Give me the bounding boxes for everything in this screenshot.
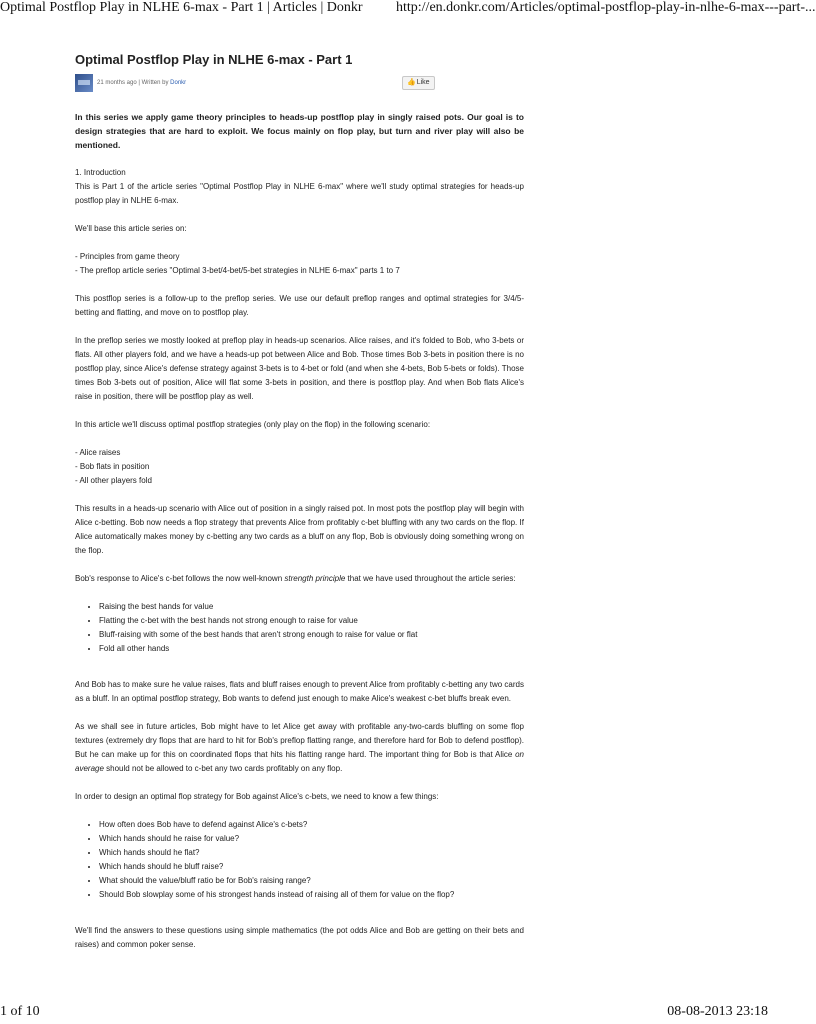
paragraph: This postflop series is a follow-up to the preflop series. We use our default preflop ranges and optimal strategies for 3/4/5-betting and flatting, and move on to postflop play.: [75, 294, 524, 317]
list-item: - Bob flats in position: [75, 462, 150, 471]
print-datetime: 08-08-2013 23:18: [667, 1004, 768, 1019]
strength-principle-list: [75, 600, 524, 656]
print-footer: [0, 1004, 768, 1024]
paragraph: We'll find the answers to these questions using simple mathematics (the pot odds Alice and Bob are getting on their bets and raises) and common poker sense.: [75, 926, 524, 949]
list-item: - All other players fold: [75, 476, 152, 485]
like-label: Like: [416, 79, 430, 86]
list-item: • Should Bob slowplay some of his strongest hands instead of raising all of them for value on the flop?: [99, 888, 524, 902]
list-item: • Which hands should he raise for value?: [99, 832, 524, 846]
paragraph: As we shall see in future articles, Bob might have to let Alice get away with profitable any-two-cards bluffing on some flop textures (extremely dry flops that are hard to hit for Bob's preflop flatting range, and therefore hard for Bob to defend postflop). But he can make up for this on coordinated flops that hits his flatting range hard. The important thing for Bob is that Alice on average should not be allowed to c-bet any two cards profitably on any flop.: [75, 722, 524, 773]
paragraph: We'll base this article series on:: [75, 224, 187, 233]
paragraph: And Bob has to make sure he value raises, flats and bluff raises enough to prevent Alice from profitably c-betting any two cards as a bluff. In an optimal postflop strategy, Bob wants to defend just enough to make Alice's weakest c-bet bluffs break even.: [75, 680, 524, 703]
emphasis: strength principle: [284, 574, 346, 583]
paragraph: Bob's response to Alice's c-bet follows the now well-known strength principle that we have used throughout the article series:: [75, 574, 516, 583]
article-title: Optimal Postflop Play in NLHE 6-max - Part 1: [75, 52, 353, 67]
list-item: • How often does Bob have to defend against Alice's c-bets?: [99, 818, 524, 832]
paragraph: This results in a heads-up scenario with Alice out of position in a singly raised pot. In most pots the postflop play will begin with Alice c-betting. Bob now needs a flop strategy that prevents Alice from profitably c-bet bluffing with any two cards on the flop. If Alice automatically makes money by c-betting any two cards as a bluff on any flop, Bob is obviously doing something wrong on the flop.: [75, 504, 524, 555]
article-intro: In this series we apply game theory principles to heads-up postflop play in singly raised pots. Our goal is to design strategies that are hard to exploit. We focus mainly on flop play, but turn and river play will also be mentioned.: [75, 112, 524, 150]
article-date: 21 months ago | Written by: [97, 80, 171, 86]
list-item: • Raising the best hands for value: [99, 600, 524, 614]
scenario-list: [75, 446, 524, 488]
list-item: • Flatting the c-bet with the best hands not strong enough to raise for value: [99, 614, 524, 628]
list-item: - Alice raises: [75, 448, 121, 457]
article-meta: [75, 74, 525, 92]
list-item: • Fold all other hands: [99, 642, 524, 656]
paragraph: In order to design an optimal flop strategy for Bob against Alice's c-bets, we need to know a few things:: [75, 792, 439, 801]
section-heading: 1. Introduction: [75, 168, 126, 177]
print-header: [0, 0, 816, 20]
list-item: • Which hands should he flat?: [99, 846, 524, 860]
list-item: • Which hands should he bluff raise?: [99, 860, 524, 874]
author-avatar: [75, 74, 93, 92]
list-item: • Bluff-raising with some of the best hands that aren't strong enough to raise for value or flat: [99, 628, 524, 642]
article-body: [75, 110, 524, 966]
emphasis: on average: [75, 750, 524, 773]
page-number: 1 of 10: [0, 1004, 40, 1019]
paragraph: This is Part 1 of the article series "Optimal Postflop Play in NLHE 6-max" where we'll study optimal strategies for heads-up postflop play in NLHE 6-max.: [75, 182, 524, 205]
list-item: - Principles from game theory: [75, 252, 180, 261]
thumbs-up-icon: 👍: [407, 79, 416, 86]
print-header-title: Optimal Postflop Play in NLHE 6-max - Part 1 | Articles | Donkr: [0, 0, 363, 15]
base-list: [75, 250, 524, 278]
print-header-url: http://en.donkr.com/Articles/optimal-postflop-play-in-nlhe-6-max---part-...: [396, 0, 816, 15]
author-link[interactable]: Donkr: [170, 80, 187, 86]
list-item: • What should the value/bluff ratio be for Bob's raising range?: [99, 874, 524, 888]
list-item: - The preflop article series "Optimal 3-bet/4-bet/5-bet strategies in NLHE 6-max" parts 1 to 7: [75, 266, 400, 275]
paragraph: In this article we'll discuss optimal postflop strategies (only play on the flop) in the following scenario:: [75, 420, 431, 429]
questions-list: [75, 818, 524, 902]
paragraph: In the preflop series we mostly looked at preflop play in heads-up scenarios. Alice raises, and it's folded to Bob, who 3-bets or flats. All other players fold, and we have a heads-up pot between Alice and Bob. Those times Bob 3-bets in position there is no postflop play, since Alice's defense strategy against 3-bets is to 4-bet or fold (and when she 4-bets, Bob 5-bets or folds). Those times Bob 3-bets out of position, Alice will flat some 3-bets in position, and there is postflop play. And when Bob flats Alice's raise in position, there will be postflop play as well.: [75, 336, 524, 401]
article-byline: [97, 80, 186, 86]
like-button[interactable]: [402, 76, 435, 90]
